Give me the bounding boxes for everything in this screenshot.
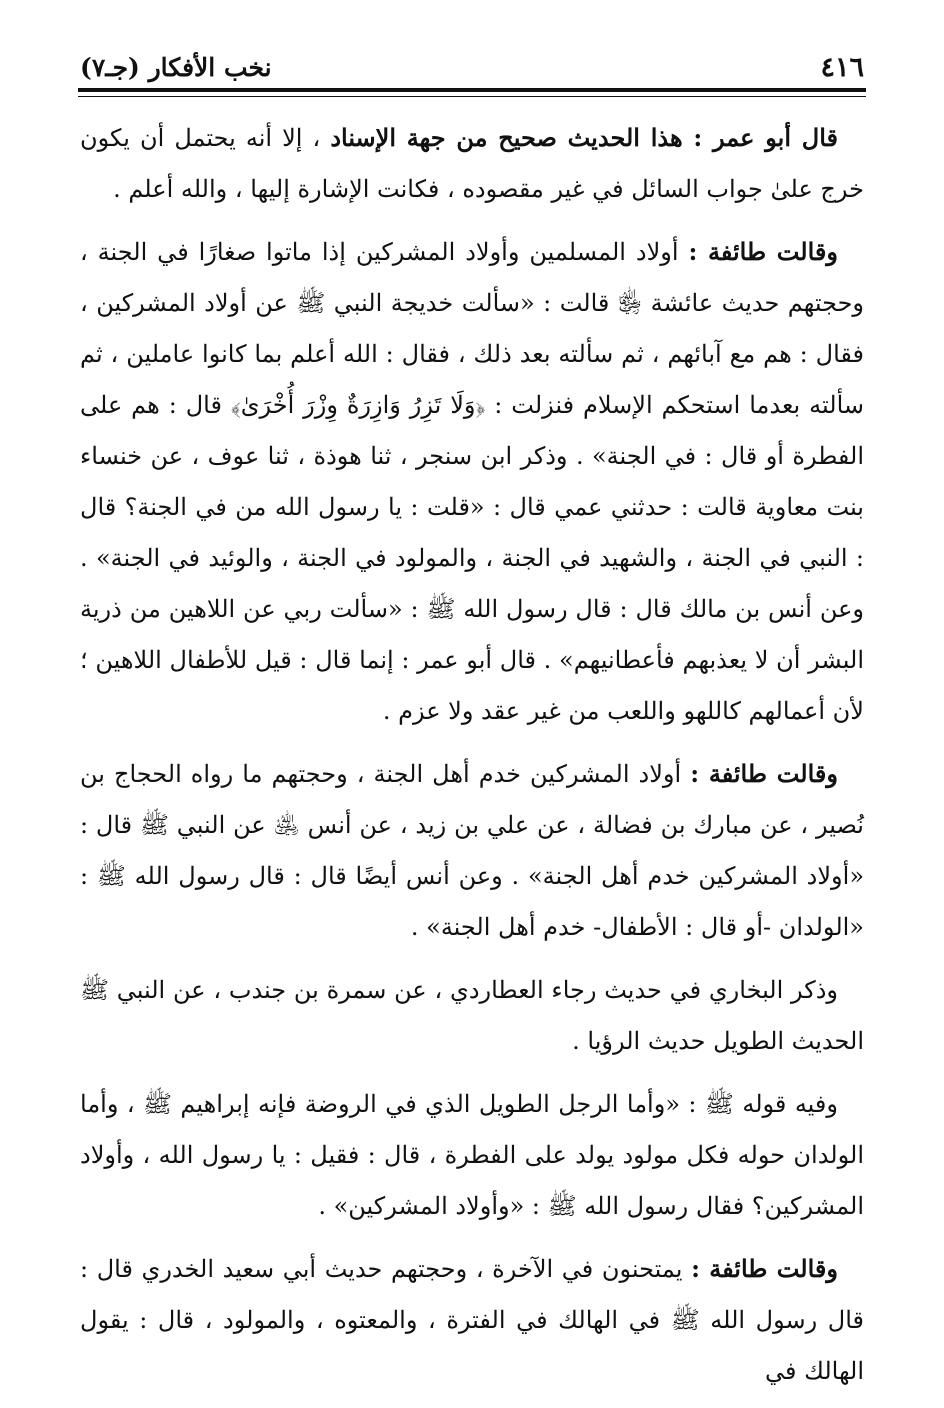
paragraph-lead: وقالت طائفة : — [691, 1254, 838, 1283]
running-title: نخب الأفكار (جـ٧) — [80, 52, 272, 82]
paragraph-text: أولاد المشركين خدم أهل الجنة ، وحجتهم ما رواه الحجاج بن نُصير ، عن مبارك بن فضالة ، عن علي بن زيد ، عن أنس ﵁ عن النبي ﷺ قال : «أولاد المشركين خدم أهل الجنة» . وعن أنس أيضًا قال : قال رسول الله ﷺ : «الولدان -أو قال : الأطفال- خدم أهل الجنة» . — [80, 760, 864, 941]
paragraph-text: وذكر البخاري في حديث رجاء العطاردي ، عن سمرة بن جندب ، عن النبي ﷺ الحديث الطويل حديث الرؤيا . — [80, 976, 864, 1055]
paragraph — [80, 1243, 864, 1397]
paragraph-text: يمتحنون في الآخرة ، وحجتهم حديث أبي سعيد الخدري قال : قال رسول الله ﷺ في الهالك في الفترة ، والمعتوه ، والمولود ، قال : يقول الهالك في — [80, 1255, 864, 1385]
paragraph-text: أولاد المسلمين وأولاد المشركين إذا ماتوا صغارًا في الجنة ، وحجتهم حديث عائشة ﵂ قالت : «سألت خديجة النبي ﷺ عن أولاد المشركين ، فقال : هم مع آبائهم ، ثم سألته بعد ذلك ، فقال : الله أعلم بما كانوا عاملين ، ثم سألته بعدما استحكم الإسلام فنزلت : ﴿وَلَا تَزِرُ وَازِرَةٌ وِزْرَ أُخْرَىٰ﴾ قال : هم على الفطرة أو قال : في الجنة» . وذكر ابن سنجر ، ثنا هوذة ، ثنا عوف ، عن خنساء بنت معاوية قالت : حدثني عمي قال : «قلت : يا رسول الله من في الجنة؟ قال : النبي في الجنة ، والشهيد في الجنة ، والمولود في الجنة ، والوئيد في الجنة» . وعن أنس بن مالك قال : قال رسول الله ﷺ : «سألت ربي عن اللاهين من ذرية البشر أن لا يعذبهم فأعطانيهم» . قال أبو عمر : إنما قال : قيل للأطفال اللاهين ؛ لأن أعمالهم كاللهو واللعب من غير عقد ولا عزم . — [80, 238, 865, 725]
paragraph-lead: قال أبو عمر : هذا الحديث صحيح من جهة الإسناد — [330, 123, 838, 152]
paragraph — [80, 112, 864, 215]
page-number: ٤١٦ — [820, 51, 864, 83]
header-rule-thick — [78, 88, 866, 92]
paragraph — [80, 1078, 864, 1232]
paragraph-text: وفيه قوله ﷺ : «وأما الرجل الطويل الذي في الروضة فإنه إبراهيم ﷺ ، وأما الولدان حوله فكل مولود يولد على الفطرة ، قال : فقيل : يا رسول الله ، وأولاد المشركين؟ فقال رسول الله ﷺ : «وأولاد المشركين» . — [80, 1090, 864, 1220]
paragraph-lead: وقالت طائفة : — [688, 237, 838, 266]
header-rule-thin — [78, 96, 866, 97]
paragraph — [80, 226, 864, 737]
paragraph — [80, 964, 864, 1067]
page-header — [80, 44, 864, 90]
page-body — [80, 112, 864, 1408]
paragraph-text: ، إلا أنه يحتمل أن يكون خرج علىٰ جواب السائل في غير مقصوده ، فكانت الإشارة إليها ، والله أعلم . — [80, 124, 864, 203]
paragraph-lead: وقالت طائفة : — [690, 759, 838, 788]
paragraph — [80, 748, 864, 953]
